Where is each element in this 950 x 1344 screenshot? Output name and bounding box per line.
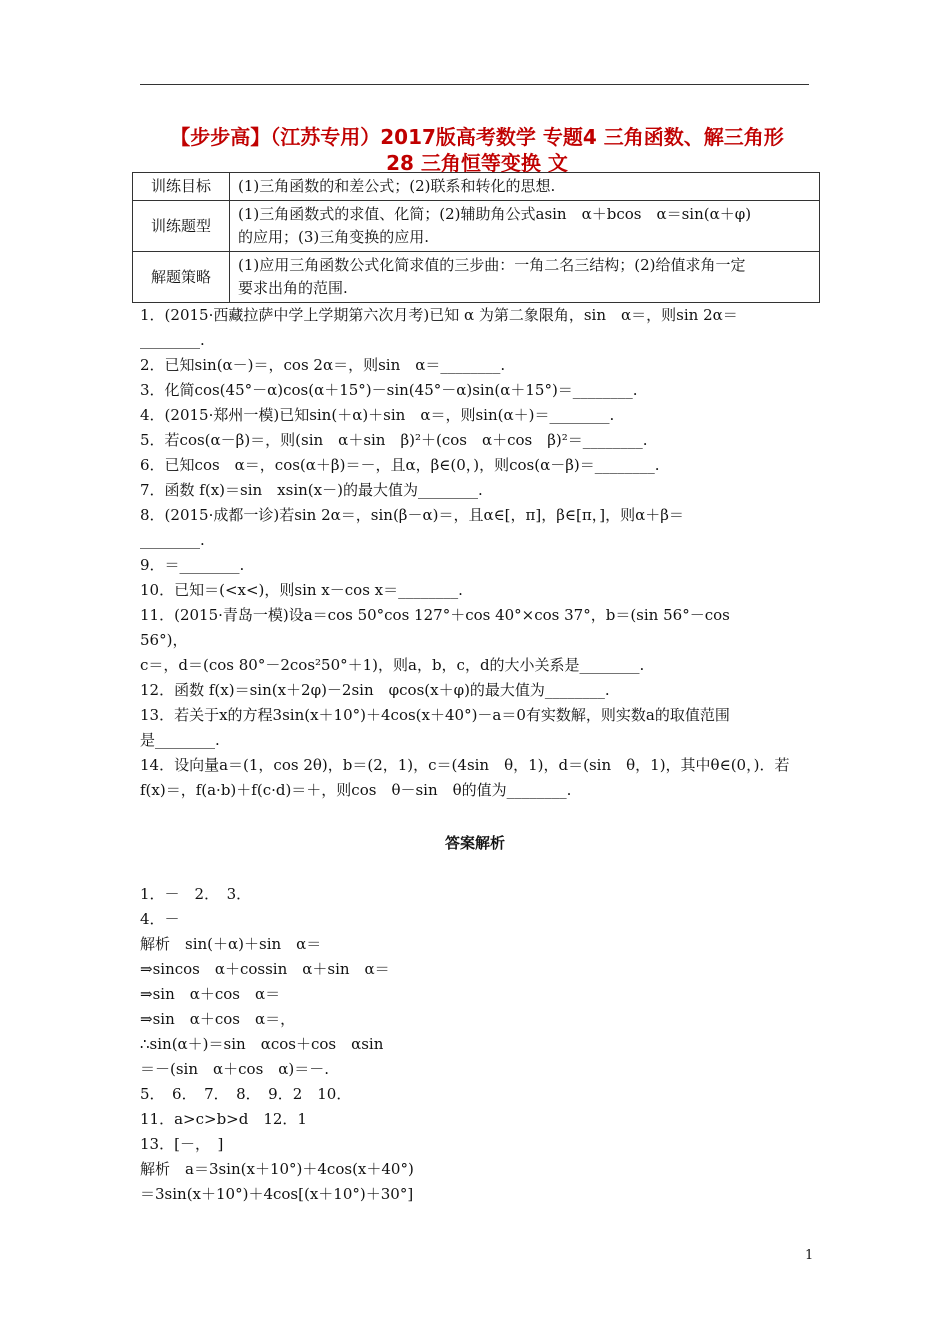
question-line: c＝，d＝(cos 80°－2cos²50°＋1)，则a，b，c，d的大小关系是________.	[140, 656, 645, 674]
row-label: 训练目标	[133, 173, 230, 201]
answer-line: ＝－(sin α＋cos α)＝－.	[140, 1060, 330, 1078]
answer-line: ⇒sin α＋cos α＝	[140, 985, 281, 1003]
answer-line: ⇒sin α＋cos α＝，	[140, 1010, 296, 1028]
document-title	[132, 124, 822, 176]
answer-line: 1．－ 2． 3．	[140, 885, 252, 903]
row-line: (1)应用三角函数公式化简求值的三步曲：一角二名三结构；(2)给值求角一定	[238, 256, 746, 274]
question-line: 7．函数 f(x)＝sin xsin(x－)的最大值为________.	[140, 481, 483, 499]
answer-line: 解析 sin(＋α)＋sin α＝	[140, 935, 322, 953]
question-line: 9．＝________.	[140, 556, 245, 574]
question-line: 8．(2015·成都一诊)若sin 2α＝，sin(β－α)＝，且α∈[，π]，β∈[π，]，则α＋β＝	[140, 506, 684, 524]
answer-line: 解析 a＝3sin(x＋10°)＋4cos(x＋40°)	[140, 1160, 414, 1178]
answer-line: 5． 6． 7． 8． 9．2 10．	[140, 1085, 352, 1103]
row-content	[230, 173, 820, 201]
question-line: 13．若关于x的方程3sin(x＋10°)＋4cos(x＋40°)－a＝0有实数解，则实数a的取值范围	[140, 706, 730, 724]
question-line: 10．已知＝(<x<)，则sin x－cos x＝________.	[140, 581, 463, 599]
question-line: f(x)＝，f(a·b)＋f(c·d)＝＋，则cos θ－sin θ的值为________.	[140, 781, 572, 799]
top-rule	[140, 84, 809, 85]
row-line: 要求出角的范围.	[238, 279, 348, 297]
row-line: (1)三角函数的和差公式；(2)联系和转化的思想.	[238, 177, 556, 195]
answer-line: 13．[－， ]	[140, 1135, 224, 1153]
question-line: 1．(2015·西藏拉萨中学上学期第六次月考)已知 α 为第二象限角，sin α＝，则sin 2α＝	[140, 306, 738, 324]
question-line: 11．(2015·青岛一模)设a＝cos 50°cos 127°＋cos 40°×cos 37°，b＝(sin 56°－cos	[140, 606, 730, 624]
answer-heading: 答案解析	[444, 834, 505, 852]
row-line: (1)三角函数式的求值、化简；(2)辅助角公式asin α＋bcos α＝sin(α＋φ)	[238, 205, 752, 223]
question-line: ________.	[140, 531, 205, 549]
question-line: 5．若cos(α－β)＝，则(sin α＋sin β)²＋(cos α＋cos β)²＝________.	[140, 431, 648, 449]
page-number: 1	[805, 1248, 814, 1263]
table-row	[133, 201, 820, 252]
title-line-1: 【步步高】（江苏专用）2017版高考数学 专题4 三角函数、解三角形	[170, 125, 784, 149]
answer-line: ⇒sincos α＋cossin α＋sin α＝	[140, 960, 390, 978]
table-row	[133, 173, 820, 201]
table-row	[133, 252, 820, 303]
answer-line: 11．a>c>b>d 12．1	[140, 1110, 307, 1128]
answer-line: 4．－	[140, 910, 180, 928]
question-line: 2．已知sin(α－)＝，cos 2α＝，则sin α＝________.	[140, 356, 506, 374]
question-line: 4．(2015·郑州一模)已知sin(＋α)＋sin α＝，则sin(α＋)＝________.	[140, 406, 615, 424]
question-line: ________.	[140, 331, 205, 349]
question-line: 12．函数 f(x)＝sin(x＋2φ)－2sin φcos(x＋φ)的最大值为________.	[140, 681, 610, 699]
row-content	[230, 252, 820, 303]
title-line-2: 28 三角恒等变换 文	[386, 151, 568, 175]
row-label: 训练题型	[133, 201, 230, 252]
question-line: 14．设向量a＝(1，cos 2θ)，b＝(2，1)，c＝(4sin θ，1)，d＝(sin θ，1)，其中θ∈(0，)．若	[140, 756, 790, 774]
answer-line: ＝3sin(x＋10°)＋4cos[(x＋10°)＋30°]	[140, 1185, 414, 1203]
row-line: 的应用；(3)三角变换的应用.	[238, 228, 430, 246]
question-line: 6．已知cos α＝，cos(α＋β)＝－，且α，β∈(0，)，则cos(α－β)＝________.	[140, 456, 660, 474]
answer-line: ∴sin(α＋)＝sin αcos＋cos αsin	[140, 1035, 384, 1053]
question-line: 56°)，	[140, 631, 188, 649]
row-label: 解题策略	[133, 252, 230, 303]
row-content	[230, 201, 820, 252]
question-line: 3．化简cos(45°－α)cos(α＋15°)－sin(45°－α)sin(α＋15°)＝________.	[140, 381, 638, 399]
training-info-table	[132, 172, 820, 303]
question-line: 是________.	[140, 731, 220, 749]
